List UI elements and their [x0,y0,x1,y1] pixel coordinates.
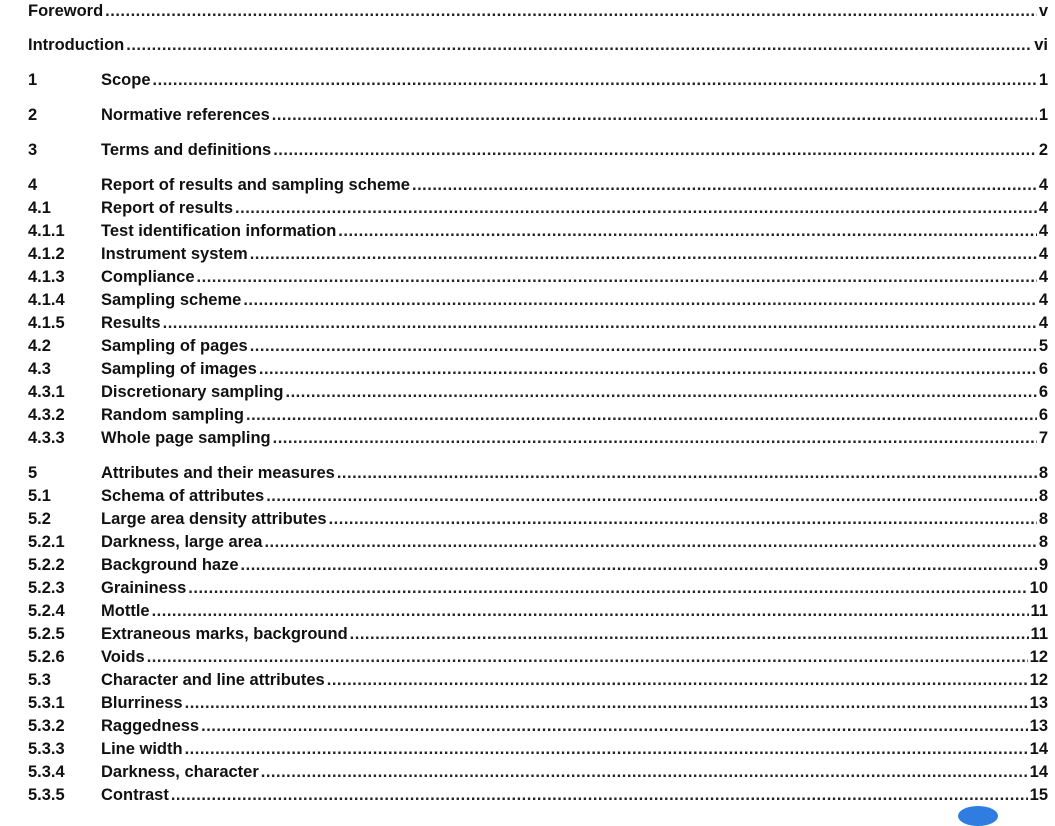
toc-dot-leader [126,34,1032,57]
toc-entry-page: 8 [1038,533,1048,551]
toc-dot-leader [201,715,1028,738]
toc-entry-number: 5.2.4 [28,602,65,620]
toc-dot-leader [272,104,1037,127]
toc-dot-leader [329,508,1037,531]
toc-entry-number: 5.2.5 [28,625,65,643]
toc-dot-leader [261,761,1028,784]
toc-entry-page: 5 [1038,337,1048,355]
toc-entry-3[interactable] [28,139,1048,162]
toc-entry-number: 4.1.5 [28,314,65,332]
toc-entry-title: Terms and definitions [101,141,272,159]
toc-entry-4-3-3[interactable] [28,427,1048,450]
toc-entry-title: Contrast [101,786,169,804]
toc-entry-number: 4.3.1 [28,383,65,401]
toc-dot-leader [163,312,1037,335]
toc-dot-leader [171,784,1028,807]
toc-entry-number: 1 [28,71,38,89]
toc-entry-title: Sampling of pages [101,337,248,355]
toc-entry-5-3-2[interactable] [28,715,1048,738]
toc-entry-title: Background haze [101,556,239,574]
toc-entry-title: Mottle [101,602,150,620]
toc-entry-title: Discretionary sampling [101,383,284,401]
toc-entry-page: 14 [1029,763,1048,781]
toc-dot-leader [327,669,1028,692]
toc-entry-page: 6 [1038,360,1048,378]
toc-entry-2[interactable] [28,104,1048,127]
toc-entry-number: 4.1.2 [28,245,65,263]
toc-entry-4-3-1[interactable] [28,381,1048,404]
toc-entry-number: 4.1.1 [28,222,65,240]
toc-entry-title: Test identification information [101,222,337,240]
toc-entry-number: 5.3.2 [28,717,65,735]
toc-entry-title: Normative references [101,106,270,124]
toc-entry-page: 4 [1038,199,1048,217]
toc-entry-title: Instrument system [101,245,248,263]
toc-dot-leader [197,266,1037,289]
toc-dot-leader [241,554,1037,577]
toc-entry-title: Extraneous marks, background [101,625,348,643]
toc-entry-foreword[interactable] [28,0,1048,23]
toc-entry-page: 4 [1038,314,1048,332]
toc-entry-title: Compliance [101,268,195,286]
toc-entry-5-1[interactable] [28,485,1048,508]
toc-entry-5-3[interactable] [28,669,1048,692]
toc-entry-5-2-1[interactable] [28,531,1048,554]
toc-entry-page: 7 [1038,429,1048,447]
toc-entry-page: 4 [1038,222,1048,240]
toc-entry-page: 13 [1029,717,1048,735]
toc-entry-title: Line width [101,740,183,758]
toc-entry-page: 6 [1038,406,1048,424]
toc-dot-leader [250,243,1037,266]
toc-dot-leader [273,139,1037,162]
toc-entry-title: Sampling scheme [101,291,242,309]
toc-entry-page: 8 [1038,487,1048,505]
toc-entry-number: 5.3.5 [28,786,65,804]
toc-dot-leader [338,220,1037,243]
toc-entry-number: 5.2.1 [28,533,65,551]
toc-dot-leader [188,577,1027,600]
toc-dot-leader [250,335,1037,358]
toc-entry-5-2-4[interactable] [28,600,1048,623]
toc-entry-4-3-2[interactable] [28,404,1048,427]
toc-entry-number: 3 [28,141,38,159]
toc-entry-number: 5.2.6 [28,648,65,666]
toc-dot-leader [152,600,1029,623]
toc-entry-page: 13 [1029,694,1048,712]
toc-entry-title: Darkness, large area [101,533,263,551]
toc-entry-title: Raggedness [101,717,200,735]
toc-entry-page: 9 [1038,556,1048,574]
toc-dot-leader [273,427,1037,450]
toc-entry-page: 4 [1038,291,1048,309]
toc-entry-title: Introduction [28,36,125,54]
toc-entry-number: 5.3 [28,671,51,689]
toc-entry-page: 6 [1038,383,1048,401]
toc-entry-number: 5 [28,464,38,482]
toc-entry-5-2-2[interactable] [28,554,1048,577]
toc-entry-number: 5.1 [28,487,51,505]
toc-entry-title: Report of results [101,199,234,217]
toc-entry-title: Attributes and their measures [101,464,335,482]
toc-entry-page: 8 [1038,510,1048,528]
toc-entry-title: Character and line attributes [101,671,325,689]
toc-entry-page: 11 [1030,602,1048,620]
toc-entry-5-3-1[interactable] [28,692,1048,715]
toc-entry-page: 11 [1030,625,1048,643]
toc-entry-introduction[interactable] [28,34,1048,57]
toc-entry-5[interactable] [28,462,1048,485]
toc-entry-number: 4.1.3 [28,268,65,286]
toc-entry-4[interactable] [28,174,1048,197]
toc-entry-page: 1 [1038,71,1048,89]
toc-entry-number: 5.3.3 [28,740,65,758]
toc-entry-number: 5.2 [28,510,51,528]
toc-entry-number: 4.3.2 [28,406,65,424]
toc-dot-leader [412,174,1037,197]
toc-entry-number: 5.2.3 [28,579,65,597]
toc-dot-leader [259,358,1037,381]
toc-entry-4-1-4[interactable] [28,289,1048,312]
toc-entry-5-3-3[interactable] [28,738,1048,761]
toc-dot-leader [185,738,1028,761]
toc-dot-leader [285,381,1036,404]
toc-entry-4-3[interactable] [28,358,1048,381]
toc-entry-title: Whole page sampling [101,429,271,447]
toc-dot-leader [350,623,1029,646]
toc-dot-leader [337,462,1037,485]
toc-entry-4-1[interactable] [28,197,1048,220]
toc-entry-page: 2 [1038,141,1048,159]
toc-entry-number: 5.3.1 [28,694,65,712]
toc-entry-page: 8 [1038,464,1048,482]
toc-entry-title: Report of results and sampling scheme [101,176,410,194]
toc-entry-page: 12 [1029,671,1048,689]
toc-dot-leader [105,0,1037,23]
toc-entry-number: 4.1.4 [28,291,65,309]
toc-entry-page: 10 [1029,579,1048,597]
toc-entry-page: v [1038,2,1048,20]
toc-dot-leader [153,69,1037,92]
toc-entry-title: Random sampling [101,406,245,424]
toc-dot-leader [147,646,1028,669]
toc-entry-4-1-3[interactable] [28,266,1048,289]
toc-entry-number: 4.3 [28,360,51,378]
toc-entry-5-2-6[interactable] [28,646,1048,669]
toc-entry-number: 5.3.4 [28,763,65,781]
toc-dot-leader [185,692,1028,715]
scan-artifact-blob [958,806,998,826]
toc-entry-title: Results [101,314,161,332]
toc-entry-title: Large area density attributes [101,510,327,528]
toc-entry-number: 4.2 [28,337,51,355]
toc-entry-title: Blurriness [101,694,183,712]
toc-entry-4-1-5[interactable] [28,312,1048,335]
toc-entry-page: 14 [1029,740,1048,758]
toc-entry-5-2-3[interactable] [28,577,1048,600]
toc-entry-4-1-1[interactable] [28,220,1048,243]
toc-entry-number: 2 [28,106,38,124]
toc-entry-title: Graininess [101,579,187,597]
toc-entry-1[interactable] [28,69,1048,92]
toc-entry-page: vi [1034,36,1048,54]
toc-entry-page: 15 [1029,786,1048,804]
toc-entry-4-1-2[interactable] [28,243,1048,266]
toc-entry-title: Voids [101,648,145,666]
toc-dot-leader [264,531,1036,554]
toc-entry-page: 4 [1038,245,1048,263]
toc-entry-page: 4 [1038,176,1048,194]
toc-entry-title: Schema of attributes [101,487,265,505]
toc-entry-number: 5.2.2 [28,556,65,574]
toc-entry-page: 4 [1038,268,1048,286]
toc-entry-number: 4.1 [28,199,51,217]
table-of-contents [28,0,1048,807]
toc-entry-title: Darkness, character [101,763,259,781]
toc-entry-5-3-5[interactable] [28,784,1048,807]
toc-entry-number: 4.3.3 [28,429,65,447]
toc-entry-title: Sampling of images [101,360,257,378]
toc-entry-4-2[interactable] [28,335,1048,358]
toc-dot-leader [246,404,1037,427]
toc-dot-leader [243,289,1037,312]
toc-entry-title: Foreword [28,2,104,20]
toc-entry-page: 1 [1038,106,1048,124]
toc-entry-page: 12 [1029,648,1048,666]
toc-entry-5-2-5[interactable] [28,623,1048,646]
toc-dot-leader [235,197,1037,220]
toc-entry-5-3-4[interactable] [28,761,1048,784]
toc-entry-5-2[interactable] [28,508,1048,531]
toc-entry-title: Scope [101,71,151,89]
toc-entry-number: 4 [28,176,38,194]
toc-dot-leader [266,485,1037,508]
